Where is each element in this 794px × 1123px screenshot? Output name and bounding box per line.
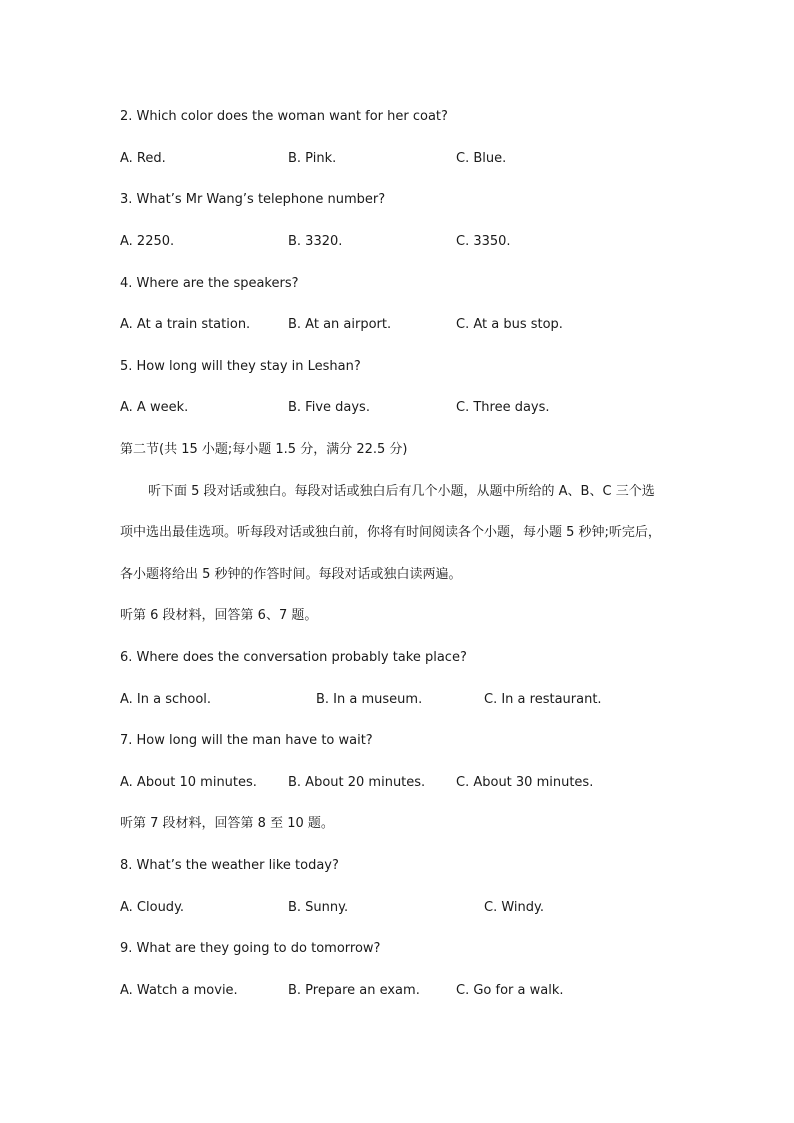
question-4-option-c: C. At a bus stop. [456,317,563,332]
question-9-option-b: B. Prepare an exam. [288,983,420,998]
question-7-stem: 7. How long will the man have to wait? [120,733,373,748]
question-3-stem: 3. What’s Mr Wang’s telephone number? [120,192,386,207]
instructions-line-1: 听下面 5 段对话或独白。每段对话或独白后有几个小题，从题中所给的 A、B、C 三个选 [148,484,655,499]
question-5-option-a: A. A week. [120,400,189,415]
question-6-stem: 6. Where does the conversation probably take place? [120,650,467,665]
question-3-option-c: C. 3350. [456,234,511,249]
question-6-option-a: A. In a school. [120,692,212,707]
question-5-stem: 5. How long will they stay in Leshan? [120,359,361,374]
question-2-stem: 2. Which color does the woman want for her coat? [120,109,448,124]
question-3-option-a: A. 2250. [120,234,175,249]
question-9-stem: 9. What are they going to do tomorrow? [120,941,381,956]
question-9-option-a: A. Watch a movie. [120,983,238,998]
question-8-option-a: A. Cloudy. [120,900,185,915]
material-7-heading: 听第 7 段材料，回答第 8 至 10 题。 [120,816,334,831]
question-5-option-c: C. Three days. [456,400,550,415]
question-9-option-c: C. Go for a walk. [456,983,564,998]
question-8-option-b: B. Sunny. [288,900,349,915]
question-7-option-b: B. About 20 minutes. [288,775,426,790]
question-4-option-a: A. At a train station. [120,317,251,332]
material-6-heading: 听第 6 段材料，回答第 6、7 题。 [120,608,318,623]
question-6-option-c: C. In a restaurant. [484,692,602,707]
question-5-option-b: B. Five days. [288,400,370,415]
question-2-option-a: A. Red. [120,151,166,166]
instructions-line-2: 项中选出最佳选项。听每段对话或独白前，你将有时间阅读各个小题，每小题 5 秒钟;听完后， [120,525,661,540]
question-2-option-c: C. Blue. [456,151,507,166]
question-3-option-b: B. 3320. [288,234,343,249]
question-7-option-a: A. About 10 minutes. [120,775,257,790]
instructions-line-3: 各小题将给出 5 秒钟的作答时间。每段对话或独白读两遍。 [120,567,462,582]
question-6-option-b: B. In a museum. [316,692,423,707]
question-8-option-c: C. Windy. [484,900,544,915]
section-heading: 第二节(共 15 小题;每小题 1.5 分，满分 22.5 分) [120,442,408,457]
question-4-option-b: B. At an airport. [288,317,392,332]
question-2-option-b: B. Pink. [288,151,337,166]
question-7-option-c: C. About 30 minutes. [456,775,594,790]
question-4-stem: 4. Where are the speakers? [120,276,299,291]
question-8-stem: 8. What’s the weather like today? [120,858,339,873]
